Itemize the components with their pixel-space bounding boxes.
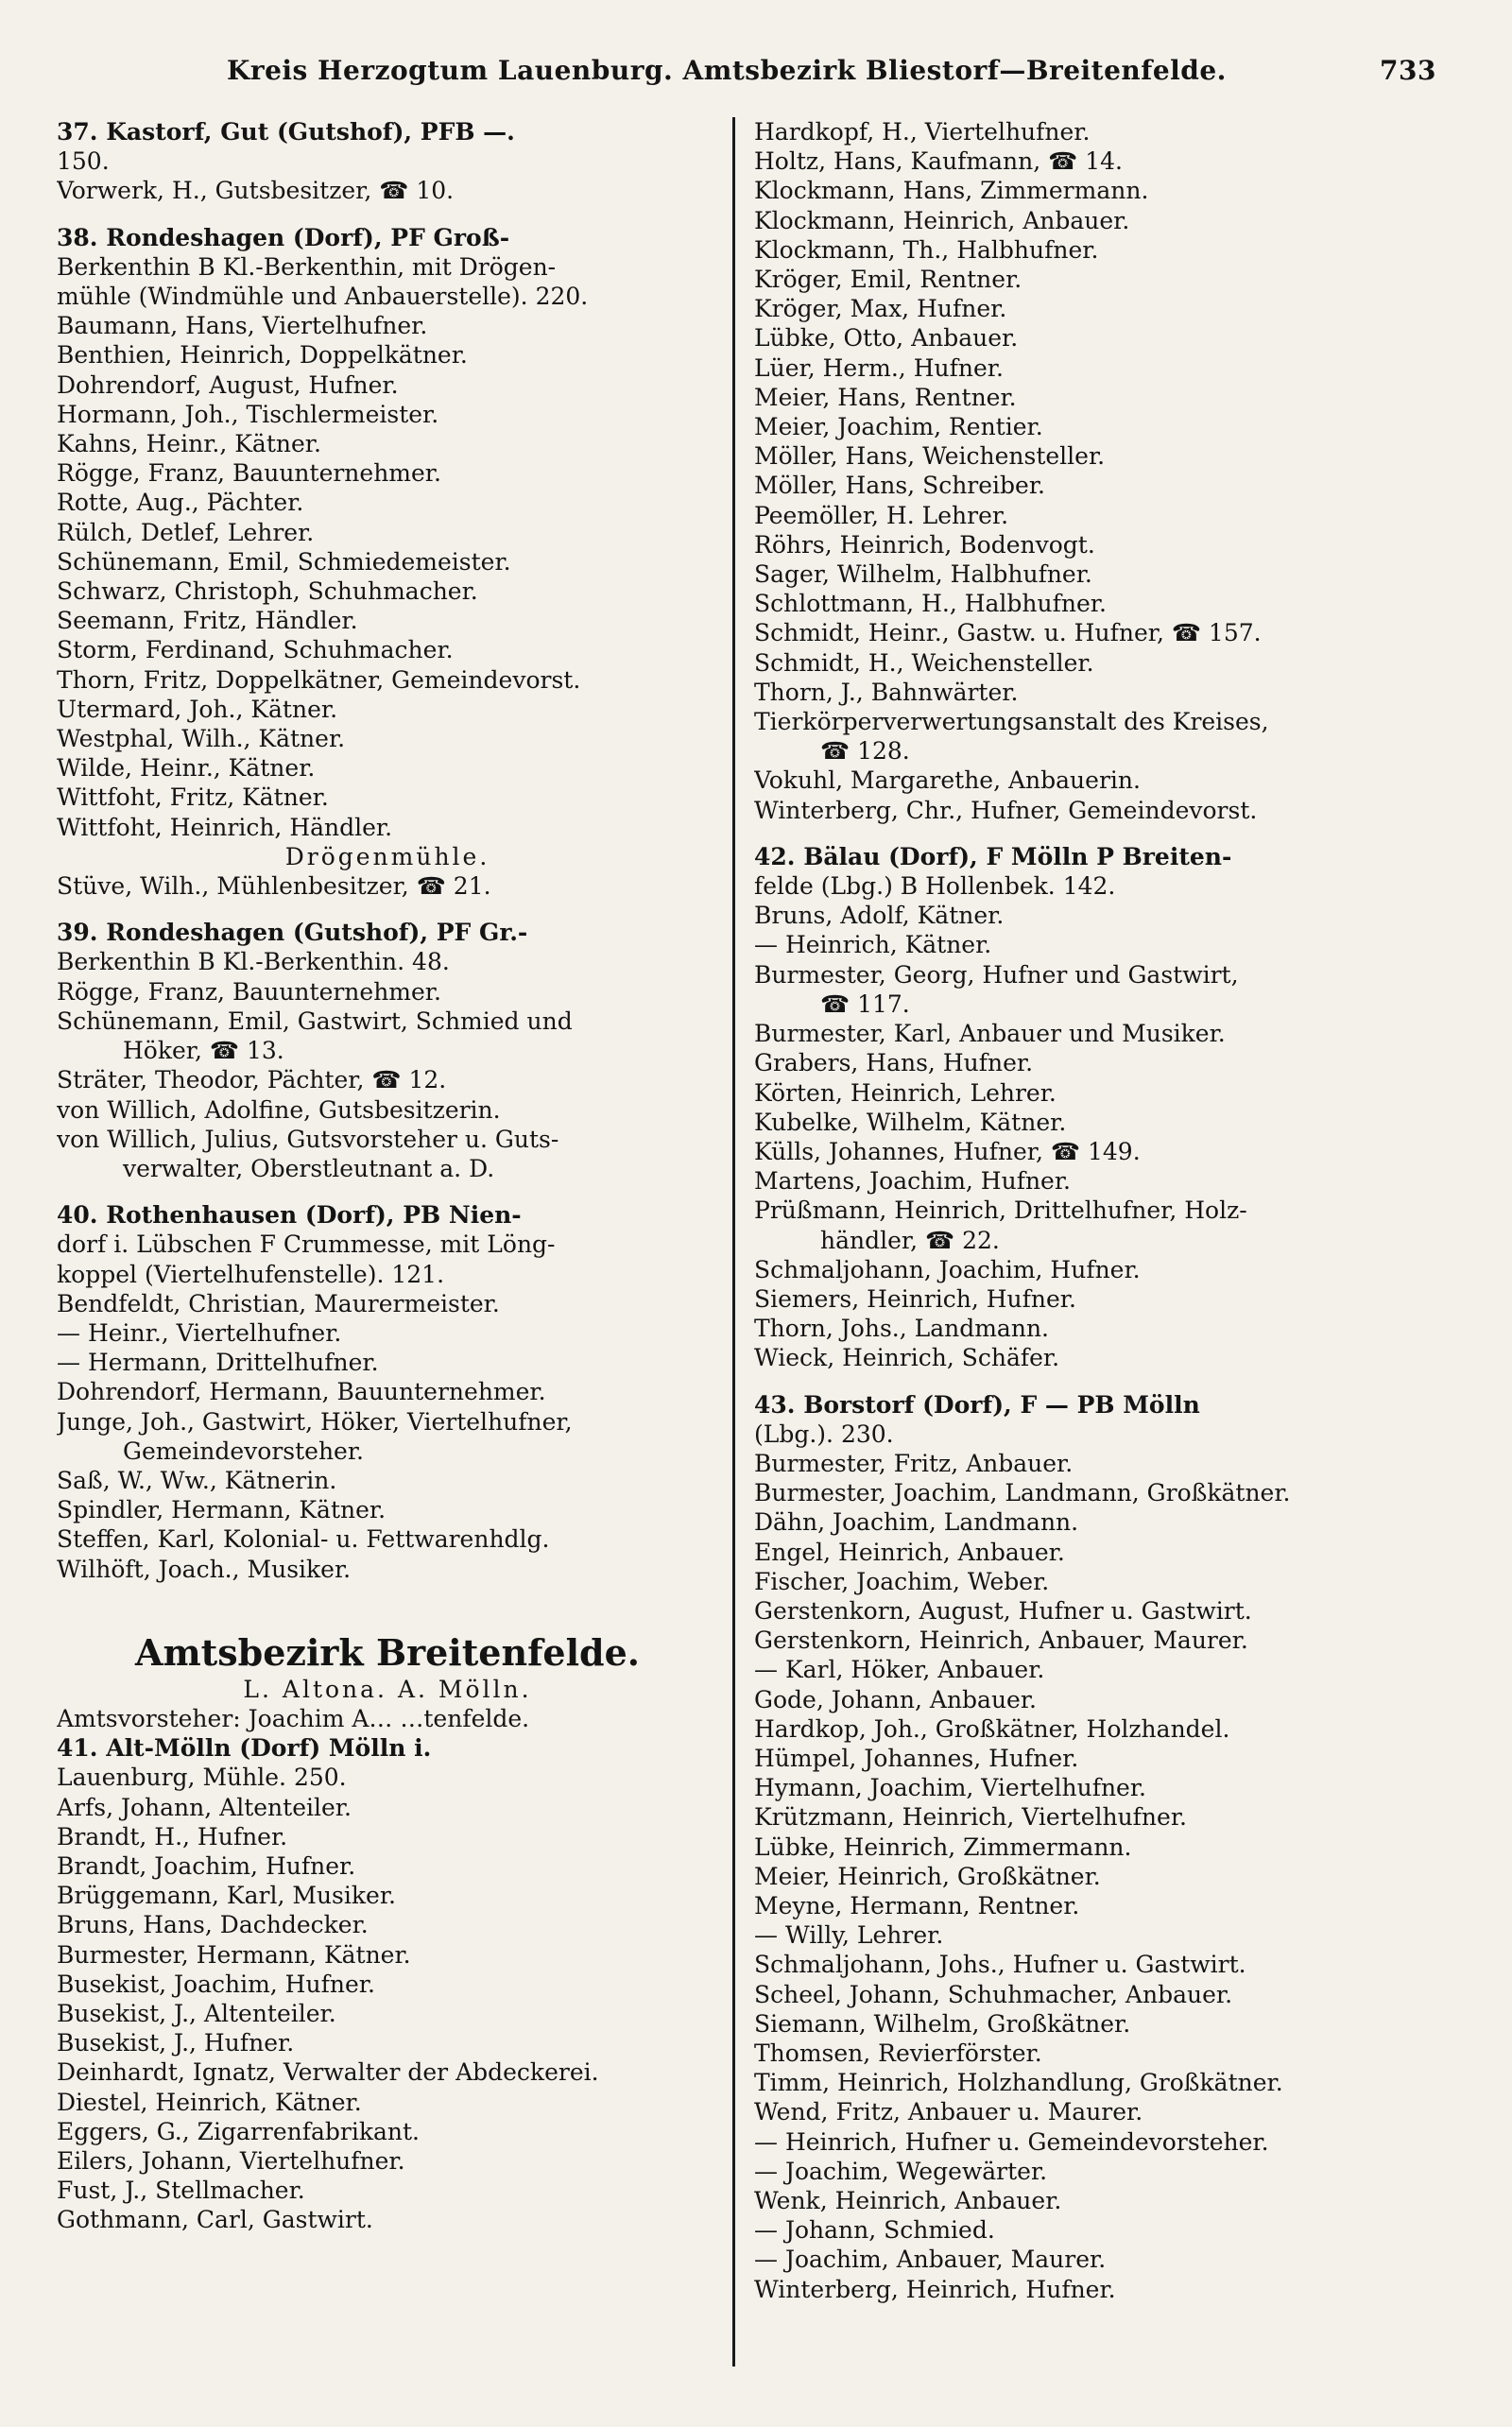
directory-entry: Kahns, Heinr., Kätner. (57, 430, 321, 458)
directory-entry: Kröger, Max, Hufner. (754, 295, 1007, 323)
directory-entry: Benthien, Heinrich, Doppelkätner. (57, 341, 468, 370)
directory-entry: Fust, J., Stellmacher. (57, 2177, 305, 2205)
directory-entry: Rülch, Detlef, Lehrer. (57, 518, 315, 546)
directory-entry: Busekist, J., Altenteiler. (57, 1999, 336, 2027)
directory-entry: koppel (Viertelhufenstelle). 121. (57, 1260, 445, 1288)
directory-entry: Hardkopf, H., Viertelhufner. (754, 118, 1091, 146)
directory-entry: Hümpel, Johannes, Hufner. (754, 1744, 1079, 1772)
directory-entry: Winterberg, Heinrich, Hufner. (754, 2275, 1116, 2303)
directory-entry: Westphal, Wilh., Kätner. (57, 725, 346, 753)
directory-entry: — Johann, Schmied. (754, 2216, 995, 2245)
directory-entry: Lauenburg, Mühle. 250. (57, 1764, 347, 1792)
directory-entry: Körten, Heinrich, Lehrer. (754, 1078, 1057, 1107)
directory-entry: Junge, Joh., Gastwirt, Höker, Viertelhufner, (57, 1407, 573, 1436)
directory-entry: Kubelke, Wilhelm, Kätner. (754, 1108, 1067, 1136)
directory-entry: Berkenthin B Kl.-Berkenthin, mit Drögen- (57, 252, 557, 281)
directory-entry: Scheel, Johann, Schuhmacher, Anbauer. (754, 1980, 1233, 2008)
directory-entry: Grabers, Hans, Hufner. (754, 1049, 1034, 1077)
directory-entry: Meyne, Hermann, Rentner. (754, 1891, 1080, 1919)
directory-entry: Röhrs, Heinrich, Bodenvogt. (754, 530, 1095, 559)
directory-entry: verwalter, Oberstleutnant a. D. (123, 1154, 495, 1182)
directory-entry: Sager, Wilhelm, Halbhufner. (754, 560, 1092, 589)
section-heading: 38. Rondeshagen (Dorf), PF Groß- (57, 223, 510, 251)
directory-entry: Seemann, Fritz, Händler. (57, 607, 358, 635)
directory-entry: Drögenmühle. (284, 842, 490, 870)
directory-entry: Hormann, Joh., Tischlermeister. (57, 400, 439, 428)
directory-entry: Brandt, Joachim, Hufner. (57, 1851, 356, 1880)
directory-entry: Thorn, Johs., Landmann. (754, 1315, 1049, 1343)
directory-entry: Wittfoht, Heinrich, Händler. (57, 813, 393, 841)
directory-entry: Burmester, Karl, Anbauer und Musiker. (754, 1020, 1226, 1048)
directory-entry: Burmester, Georg, Hufner und Gastwirt, (754, 960, 1239, 989)
directory-entry: Krützmann, Heinrich, Viertelhufner. (754, 1803, 1187, 1832)
section-gap (57, 1183, 718, 1200)
directory-entry: von Willich, Adolfine, Gutsbesitzerin. (57, 1095, 501, 1124)
directory-entry: Steffen, Karl, Kolonial- u. Fettwarenhdlg. (57, 1525, 550, 1554)
directory-entry: Holtz, Hans, Kaufmann, ☎ 14. (754, 147, 1123, 176)
directory-entry: Klockmann, Hans, Zimmermann. (754, 177, 1149, 205)
directory-entry: Diestel, Heinrich, Kätner. (57, 2088, 362, 2116)
page-number: 733 (1380, 55, 1436, 86)
directory-entry: Möller, Hans, Weichensteller. (754, 442, 1106, 471)
directory-entry: Höker, ☎ 13. (123, 1037, 284, 1065)
section-heading: 40. Rothenhausen (Dorf), PB Nien- (57, 1201, 522, 1230)
directory-entry: Peemöller, H. Lehrer. (754, 501, 1009, 529)
directory-entry: Vokuhl, Margarethe, Anbauerin. (754, 766, 1141, 795)
directory-entry: Schlottmann, H., Halbhufner. (754, 590, 1107, 618)
directory-entry: Arfs, Johann, Altenteiler. (57, 1793, 352, 1821)
directory-entry: Storm, Ferdinand, Schuhmacher. (57, 636, 454, 664)
directory-entry: dorf i. Lübschen F Crummesse, mit Löng- (57, 1231, 556, 1259)
directory-entry: Gerstenkorn, Heinrich, Anbauer, Maurer. (754, 1627, 1248, 1655)
directory-entry: Schünemann, Emil, Gastwirt, Schmied und (57, 1007, 573, 1035)
section-heading: 37. Kastorf, Gut (Gutshof), PFB —. (57, 118, 515, 146)
directory-entry: Dohrendorf, Hermann, Bauunternehmer. (57, 1378, 546, 1406)
directory-entry: Dähn, Joachim, Landmann. (754, 1508, 1079, 1537)
directory-entry: Schmaljohann, Johs., Hufner u. Gastwirt. (754, 1951, 1246, 1979)
directory-entry: Spindler, Hermann, Kätner. (57, 1496, 387, 1524)
section-gap (57, 206, 718, 223)
directory-entry: ☎ 128. (820, 737, 910, 766)
section-gap (57, 1584, 718, 1631)
section-heading: 42. Bälau (Dorf), F Mölln P Breiten- (754, 842, 1232, 870)
directory-entry: Amtsvorsteher: Joachim A… …tenfelde. (57, 1704, 530, 1732)
directory-entry: Wenk, Heinrich, Anbauer. (754, 2187, 1062, 2215)
directory-entry: Tierkörperverwertungsanstalt des Kreises, (754, 708, 1269, 736)
directory-entry: Bruns, Hans, Dachdecker. (57, 1911, 369, 1939)
directory-entry: Busekist, Joachim, Hufner. (57, 1970, 375, 1998)
directory-entry: Thorn, J., Bahnwärter. (754, 678, 1019, 706)
left-column (57, 117, 718, 2235)
directory-entry: Deinhardt, Ignatz, Verwalter der Abdeckerei. (57, 2058, 599, 2087)
directory-entry: Wieck, Heinrich, Schäfer. (754, 1344, 1060, 1372)
directory-entry: Rögge, Franz, Bauunternehmer. (57, 977, 441, 1006)
directory-entry: — Joachim, Wegewärter. (754, 2157, 1048, 2185)
directory-entry: Thomsen, Revierförster. (754, 2040, 1042, 2067)
directory-entry: — Karl, Höker, Anbauer. (754, 1656, 1045, 1684)
directory-entry: 150. (57, 147, 110, 176)
directory-entry: Rögge, Franz, Bauunternehmer. (57, 459, 441, 488)
directory-entry: Rotte, Aug., Pächter. (57, 489, 304, 517)
directory-entry: Martens, Joachim, Hufner. (754, 1167, 1071, 1196)
directory-entry: Saß, W., Ww., Kätnerin. (57, 1466, 337, 1494)
directory-entry: Sträter, Theodor, Pächter, ☎ 12. (57, 1066, 447, 1094)
running-header (57, 55, 1474, 96)
directory-entry: Eilers, Johann, Viertelhufner. (57, 2147, 405, 2175)
directory-entry: (Lbg.). 230. (754, 1420, 894, 1448)
directory-entry: Busekist, J., Hufner. (57, 2029, 295, 2057)
directory-entry: Wilhöft, Joach., Musiker. (57, 1555, 352, 1583)
directory-entry: Timm, Heinrich, Holzhandlung, Großkätner. (754, 2069, 1283, 2097)
directory-entry: Engel, Heinrich, Anbauer. (754, 1538, 1065, 1566)
directory-entry: Berkenthin B Kl.-Berkenthin. 48. (57, 948, 450, 976)
directory-entry: Wilde, Heinr., Kätner. (57, 754, 316, 783)
directory-entry: Baumann, Hans, Viertelhufner. (57, 312, 428, 340)
directory-entry: Schmidt, H., Weichensteller. (754, 648, 1094, 677)
directory-entry: felde (Lbg.) B Hollenbek. 142. (754, 872, 1116, 901)
directory-entry: Kröger, Emil, Rentner. (754, 266, 1022, 294)
column-divider (732, 117, 735, 2367)
directory-entry: Külls, Johannes, Hufner, ☎ 149. (754, 1137, 1141, 1165)
directory-entry: Schmaljohann, Joachim, Hufner. (754, 1255, 1141, 1283)
directory-entry: Wittfoht, Fritz, Kätner. (57, 783, 329, 812)
directory-entry: Fischer, Joachim, Weber. (754, 1567, 1050, 1595)
directory-entry: Gode, Johann, Anbauer. (754, 1685, 1037, 1713)
directory-entry: Lübke, Heinrich, Zimmermann. (754, 1833, 1132, 1861)
section-heading: 41. Alt-Mölln (Dorf) Mölln i. (57, 1734, 432, 1763)
directory-entry: — Heinrich, Hufner u. Gemeindevorsteher. (754, 2127, 1269, 2156)
directory-entry: Lübke, Otto, Anbauer. (754, 324, 1019, 353)
directory-entry: Prüßmann, Heinrich, Drittelhufner, Holz- (754, 1196, 1247, 1225)
directory-entry: Möller, Hans, Schreiber. (754, 472, 1045, 500)
directory-entry: Meier, Hans, Rentner. (754, 383, 1017, 411)
directory-entry: Siemann, Wilhelm, Großkätner. (754, 2009, 1131, 2038)
directory-entry: Utermard, Joh., Kätner. (57, 695, 338, 723)
section-gap (754, 1373, 1458, 1390)
directory-entry: Lüer, Herm., Hufner. (754, 353, 1004, 382)
directory-entry: Winterberg, Chr., Hufner, Gemeindevorst. (754, 796, 1258, 824)
district-title: Amtsbezirk Breitenfelde. (134, 1630, 641, 1674)
directory-entry: Burmester, Joachim, Landmann, Großkätner. (754, 1479, 1291, 1507)
directory-entry: Hardkop, Joh., Großkätner, Holzhandel. (754, 1714, 1230, 1743)
right-column (754, 117, 1458, 2304)
directory-entry: Burmester, Hermann, Kätner. (57, 1940, 411, 1969)
directory-entry: Schünemann, Emil, Schmiedemeister. (57, 547, 511, 576)
directory-entry: mühle (Windmühle und Anbauerstelle). 220. (57, 283, 589, 311)
directory-entry: Schmidt, Heinr., Gastw. u. Hufner, ☎ 157. (754, 619, 1262, 647)
section-heading: 39. Rondeshagen (Gutshof), PF Gr.- (57, 919, 528, 947)
directory-entry: — Heinr., Viertelhufner. (57, 1318, 342, 1347)
directory-entry: Stüve, Wilh., Mühlenbesitzer, ☎ 21. (57, 872, 491, 901)
directory-entry: Bendfeldt, Christian, Maurermeister. (57, 1289, 500, 1317)
directory-entry: L. Altona. A. Mölln. (243, 1675, 532, 1703)
section-heading: 43. Borstorf (Dorf), F — PB Mölln (754, 1390, 1200, 1419)
directory-entry: Schwarz, Christoph, Schuhmacher. (57, 577, 478, 606)
directory-entry: — Heinrich, Kätner. (754, 931, 992, 959)
directory-entry: Siemers, Heinrich, Hufner. (754, 1284, 1076, 1313)
directory-entry: Burmester, Fritz, Anbauer. (754, 1449, 1074, 1477)
directory-entry: Hymann, Joachim, Viertelhufner. (754, 1774, 1147, 1802)
directory-entry: händler, ☎ 22. (820, 1226, 1000, 1254)
directory-entry: Gemeindevorsteher. (123, 1437, 365, 1465)
directory-entry: ☎ 117. (820, 990, 910, 1018)
directory-entry: Brüggemann, Karl, Musiker. (57, 1882, 396, 1910)
section-gap (57, 901, 718, 918)
directory-entry: von Willich, Julius, Gutsvorsteher u. Guts- (57, 1125, 559, 1153)
directory-entry: Brandt, H., Hufner. (57, 1822, 288, 1850)
directory-entry: — Joachim, Anbauer, Maurer. (754, 2246, 1107, 2274)
directory-entry: Eggers, G., Zigarrenfabrikant. (57, 2117, 420, 2145)
directory-entry: — Willy, Lehrer. (754, 1921, 944, 1950)
section-gap (754, 825, 1458, 842)
directory-entry: Klockmann, Heinrich, Anbauer. (754, 206, 1130, 234)
directory-entry: Vorwerk, H., Gutsbesitzer, ☎ 10. (57, 177, 455, 205)
directory-entry: Klockmann, Th., Halbhufner. (754, 235, 1099, 264)
directory-entry: Wend, Fritz, Anbauer u. Maurer. (754, 2098, 1143, 2126)
directory-entry: — Hermann, Drittelhufner. (57, 1349, 379, 1377)
directory-entry: Gerstenkorn, August, Hufner u. Gastwirt. (754, 1596, 1252, 1625)
header-title: Kreis Herzogtum Lauenburg. Amtsbezirk Bliestorf—Breitenfelde. (227, 55, 1227, 86)
directory-entry: Gothmann, Carl, Gastwirt. (57, 2206, 373, 2234)
directory-entry: Bruns, Adolf, Kätner. (754, 902, 1005, 930)
directory-entry: Meier, Joachim, Rentier. (754, 413, 1043, 441)
directory-entry: Thorn, Fritz, Doppelkätner, Gemeindevorst. (57, 665, 581, 694)
directory-entry: Meier, Heinrich, Großkätner. (754, 1862, 1101, 1890)
directory-entry: Dohrendorf, August, Hufner. (57, 370, 399, 399)
